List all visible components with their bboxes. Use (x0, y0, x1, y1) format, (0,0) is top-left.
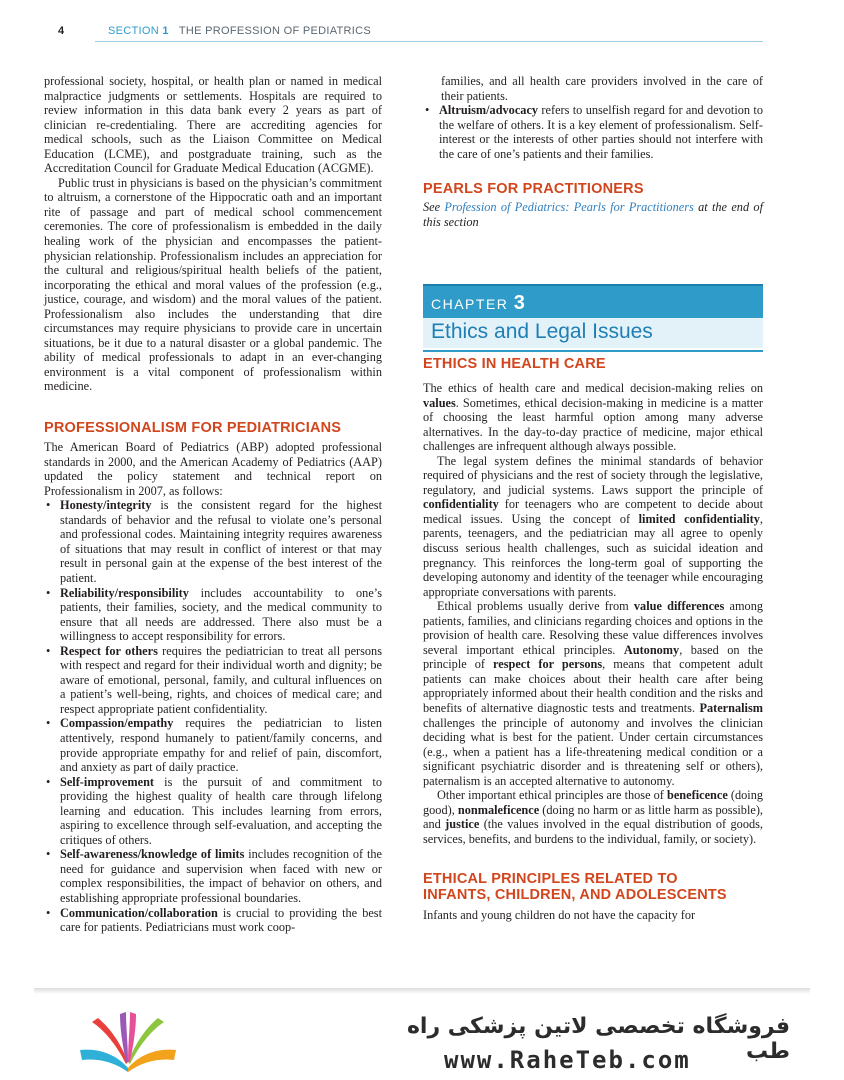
term: Respect for others (60, 643, 158, 658)
paragraph (423, 454, 763, 599)
list-item (44, 775, 382, 848)
right-column (423, 74, 763, 229)
bullet-icon: • (46, 774, 51, 789)
list-item (44, 644, 382, 717)
term: nonmaleficence (457, 802, 540, 817)
chapter-label (431, 292, 525, 315)
section-title: THE PROFESSION OF PEDIATRICS (178, 25, 372, 37)
text: (doing no harm or as little harm as possible), and (423, 802, 763, 832)
professional-standards-list (44, 498, 382, 934)
pearls-see: See (423, 200, 445, 215)
item-text: includes accountability to one’s patients, their families, society, and the medical community to ensure that all needs are addressed. There also must be a willingness to accept responsibility for errors. (60, 585, 382, 644)
chapter-banner (423, 284, 763, 348)
text: , based on the principle of (423, 642, 764, 672)
term: Self-improvement (60, 774, 155, 789)
text: (the values involved in the equal distribution of goods, services, benefits, and burdens to the individual, family, or society). (423, 817, 763, 846)
item-text: refers to unselfish regard for and devotion to the welfare of others. It is a key element of professionalism. Self-interest or the interests of other parties should not interfere with the care of one’s patients and their families. (439, 103, 763, 161)
list-item (44, 716, 382, 774)
section-heading-professionalism: PROFESSIONALISM FOR PEDIATRICIANS (44, 420, 342, 437)
paragraph: Infants and young children do not have the capacity for (423, 907, 696, 922)
pearls-link[interactable]: Profession of Pediatrics: Pearls for Practitioners (444, 200, 694, 215)
text: Other important ethical principles are those of (437, 788, 667, 803)
item-text: is the pursuit of and commitment to providing the highest quality of health care through lifelong learning and education. This includes learning from errors, aspiring to excellence through self-evaluation, and accepting the critiques of others. (60, 774, 382, 847)
altruism-list (423, 103, 763, 161)
item-text: requires the pediatrician to listen attentively, respond humanely to patient/family concerns, and provide appropriate empathy for and relief of pain, discomfort, and anxiety as part of daily practice. (60, 716, 382, 775)
term: respect for persons (493, 657, 603, 672)
item-text: is the consistent regard for the highest standards of behavior and the refusal to violate one’s personal and professional codes. Maintaining integrity requires awareness of situations that may result in conflict of interest or that may result in personal gain at the expense of the best interest of the patient. (60, 498, 382, 585)
term: Honesty/integrity (60, 498, 152, 513)
text: . Sometimes, ethical decision-making in medicine is a matter of choosing the least harmful option among many adverse alternatives. In the day-to-day practice of medicine, major ethical challenges are infrequent although always possible. (423, 395, 763, 454)
term: Paternalism (699, 701, 763, 716)
paragraph: The American Board of Pediatrics (ABP) adopted professional standards in 2000, and the American Academy of Pediatrics (AAP) updated the policy statement and technical report on Professionalism in 2007, as follows: (44, 440, 382, 498)
paragraph: Public trust in physicians is based on the physician’s commitment to altruism, a cornerstone of the Hippocratic oath and an important rite of passage and part of medical school commencement ceremonies. The core of professionalism is embedded in the daily healing work of the physician and encompasses the patient-physician relationship. Professionalism includes an appreciation for the cultural and religious/spiritual health beliefs of the patient, incorporating the ethical and moral values of the profession (e.g., justice, courage, and wisdom) and the moral values of the patient. Professionalism also includes the understanding that dire circumstances may require physicians to provide care in uncertain situations, be it due to a natural disaster or a global pandemic. The ability of medical professionals to adapt in an ever-changing environment is a vital component of professionalism within medicine. (44, 175, 382, 394)
store-name: فروشگاه تخصصی لاتین پزشکی راه طب (406, 1014, 790, 1064)
page-number: 4 (58, 25, 65, 37)
pearls-tail: at the end of this section (423, 200, 763, 229)
bullet-icon: • (46, 498, 51, 513)
bullet-icon: • (46, 585, 51, 600)
running-header (0, 0, 844, 44)
paragraph (423, 381, 763, 454)
bullet-icon: • (46, 643, 51, 658)
bullet-icon: • (425, 103, 430, 118)
bullet-icon: • (46, 905, 51, 920)
chapter-number: 3 (513, 292, 525, 314)
text: , means that competent adult patients can make choices about their health care after being appropriately informed about their health condition and the risks and benefits of alternative diagnostic tests and treatments. (423, 657, 763, 716)
term: justice (445, 817, 480, 832)
term: Self-awareness/knowledge of limits (60, 847, 245, 862)
list-item (44, 847, 382, 905)
continued-text: families, and all health care providers involved in the care of their patients. (441, 74, 763, 103)
header-rule (95, 41, 763, 42)
term: beneficence (667, 788, 728, 803)
section-heading-ethics: ETHICS IN HEALTH CARE (423, 356, 606, 372)
list-item (44, 906, 382, 935)
list-item (423, 103, 763, 161)
paragraph: professional society, hospital, or health plan or named in medical malpractice judgments or settlements. Hospitals are required to review information in this data bank every 2 years as part of clinician re-credentialing. There are accrediting agencies for medical schools, such as the Liaison Committee on Medical Education (LCME), and postgraduate training, such as the Accreditation Council for Graduate Medical Education (ACGME). (44, 74, 382, 176)
term: Communication/collaboration (60, 905, 218, 920)
chapter-word: CHAPTER (431, 296, 509, 312)
section-label: SECTION (108, 25, 159, 37)
text: challenges the principle of autonomy and involves the clinician deciding what is best for the patient. Under certain circumstances (e.g., when a patient has a life-threatening medical condition or a significant psychiatric disorder and is threatening self or others), paternalism is an accepted alternative to autonomy. (423, 715, 763, 788)
section-heading-principles (423, 871, 763, 903)
heading-line: ETHICAL PRINCIPLES RELATED TO (423, 870, 678, 887)
text: (doing good), (423, 788, 763, 817)
term: limited confidentiality (638, 511, 760, 526)
bullet-icon: • (46, 847, 51, 862)
footer-shadow (34, 988, 810, 994)
chapter-title: Ethics and Legal Issues (431, 320, 653, 343)
right-column-chapter (423, 356, 763, 922)
chapter-rule (423, 350, 763, 352)
term: Altruism/advocacy (439, 103, 539, 118)
item-text: includes recognition of the need for guidance and supervision when faced with new or complex responsibilities, the impact of behavior on others, and establishing appropriate professional boundaries. (60, 847, 382, 905)
term: values (423, 395, 456, 410)
text: The ethics of health care and medical decision-making relies on (423, 381, 763, 395)
left-column (44, 74, 382, 935)
text: Ethical problems usually derive from (437, 599, 634, 614)
running-title (108, 25, 371, 37)
list-item (44, 498, 382, 585)
term: value differences (633, 599, 725, 614)
list-item (44, 586, 382, 644)
pearls-reference (423, 200, 763, 229)
term: confidentiality (423, 497, 499, 512)
chapter-title-bar (423, 318, 763, 348)
term: Compassion/empathy (60, 716, 174, 731)
text: among patients, families, and clinicians regarding choices and options in the provision of health care. Resolving these value differences involves several important ethical principles. (423, 599, 763, 657)
paragraph (423, 599, 763, 788)
section-heading-pearls: PEARLS FOR PRACTITIONERS (423, 181, 644, 198)
term: Reliability/responsibility (60, 585, 189, 600)
text: The legal system defines the minimal standards of behavior required of physicians and the rest of society through the legislative, regulatory, and judicial systems. Laws support the principle of (423, 453, 763, 497)
paragraph (423, 788, 763, 846)
book-logo-icon (76, 1010, 180, 1074)
text: for teenagers who are competent to decide about medical issues. Using the concept of (423, 497, 763, 526)
bullet-icon: • (46, 716, 51, 731)
heading-line: INFANTS, CHILDREN, AND ADOLESCENTS (423, 886, 727, 903)
section-number: 1 (162, 25, 169, 37)
store-url[interactable]: www.RaheTeb.com (444, 1046, 691, 1074)
item-text: requires the pediatrician to treat all persons with respect and regard for their individual worth and dignity; be aware of emotional, personal, family, and cultural influences on a patient’s well-being, rights, and choices of medical care; and respect appropriate patient confidentiality. (60, 643, 382, 716)
text: , parents, teenagers, and the pediatrician may all agree to openly discuss serious health challenges, such as suicidal ideation and pregnancy. This reinforces the long-term goal of supporting the developing autonomy and identity of the teenager while encouraging appropriate conversations with parents. (423, 511, 763, 599)
item-text: is crucial to providing the best care for patients. Pediatricians must work coop- (60, 905, 382, 935)
term: Autonomy (623, 642, 680, 657)
